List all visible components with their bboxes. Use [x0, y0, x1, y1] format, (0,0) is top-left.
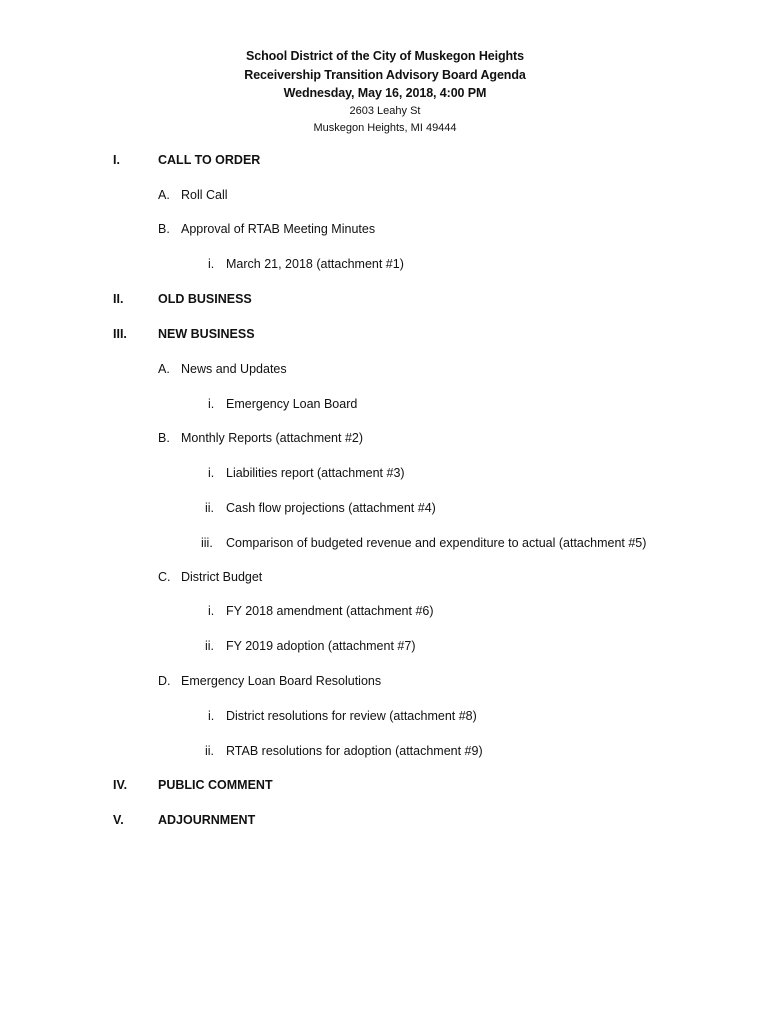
- subitem-numeral: ii.: [205, 501, 215, 515]
- section-heading-old-business: OLD BUSINESS: [158, 292, 252, 306]
- item-approval-minutes: Approval of RTAB Meeting Minutes: [181, 222, 376, 236]
- section-number: II.: [113, 292, 124, 306]
- section-heading-call-to-order: CALL TO ORDER: [158, 153, 261, 167]
- subitem-fy2018-amendment: FY 2018 amendment (attachment #6): [226, 604, 434, 618]
- subitem-district-resolutions: District resolutions for review (attachment #8): [226, 709, 477, 723]
- item-letter: A.: [158, 362, 170, 376]
- section-number: III.: [113, 327, 127, 341]
- item-roll-call: Roll Call: [181, 188, 228, 202]
- section-heading-public-comment: PUBLIC COMMENT: [158, 778, 273, 792]
- subitem-cash-flow: Cash flow projections (attachment #4): [226, 501, 436, 515]
- document-header: [0, 47, 770, 137]
- subitem-numeral: ii.: [205, 744, 215, 758]
- section-number: IV.: [113, 778, 128, 792]
- section-number: I.: [113, 153, 120, 167]
- item-loan-board-resolutions: Emergency Loan Board Resolutions: [181, 674, 382, 688]
- section-heading-new-business: NEW BUSINESS: [158, 327, 255, 341]
- subitem-numeral: iii.: [201, 536, 213, 550]
- meeting-date: Wednesday, May 16, 2018, 4:00 PM: [283, 86, 487, 100]
- section-heading-adjournment: ADJOURNMENT: [158, 813, 256, 827]
- subitem-numeral: i.: [208, 397, 215, 411]
- item-news-updates: News and Updates: [181, 362, 287, 376]
- item-letter: B.: [158, 431, 170, 445]
- subitem-march-minutes: March 21, 2018 (attachment #1): [226, 257, 404, 271]
- subitem-budget-comparison: Comparison of budgeted revenue and expenditure to actual (attachment #5): [226, 536, 647, 550]
- address-street: 2603 Leahy St: [349, 104, 421, 117]
- item-district-budget: District Budget: [181, 570, 263, 584]
- address-city: Muskegon Heights, MI 49444: [313, 121, 457, 134]
- title-line-1: School District of the City of Muskegon Heights: [246, 49, 524, 63]
- subitem-fy2019-adoption: FY 2019 adoption (attachment #7): [226, 639, 416, 653]
- item-letter: D.: [158, 674, 171, 688]
- subitem-numeral: i.: [208, 709, 215, 723]
- subitem-rtab-resolutions: RTAB resolutions for adoption (attachment #9): [226, 744, 483, 758]
- subitem-liabilities-report: Liabilities report (attachment #3): [226, 466, 405, 480]
- subitem-emergency-loan-board: Emergency Loan Board: [226, 397, 358, 411]
- title-line-2: Receivership Transition Advisory Board Agenda: [244, 67, 526, 82]
- item-monthly-reports: Monthly Reports (attachment #2): [181, 431, 364, 445]
- item-letter: B.: [158, 222, 170, 236]
- section-number: V.: [113, 813, 124, 827]
- subitem-numeral: i.: [208, 466, 215, 480]
- item-letter: C.: [158, 570, 171, 584]
- subitem-numeral: i.: [208, 257, 215, 271]
- subitem-numeral: i.: [208, 604, 215, 618]
- subitem-numeral: ii.: [205, 639, 215, 653]
- item-letter: A.: [158, 188, 170, 202]
